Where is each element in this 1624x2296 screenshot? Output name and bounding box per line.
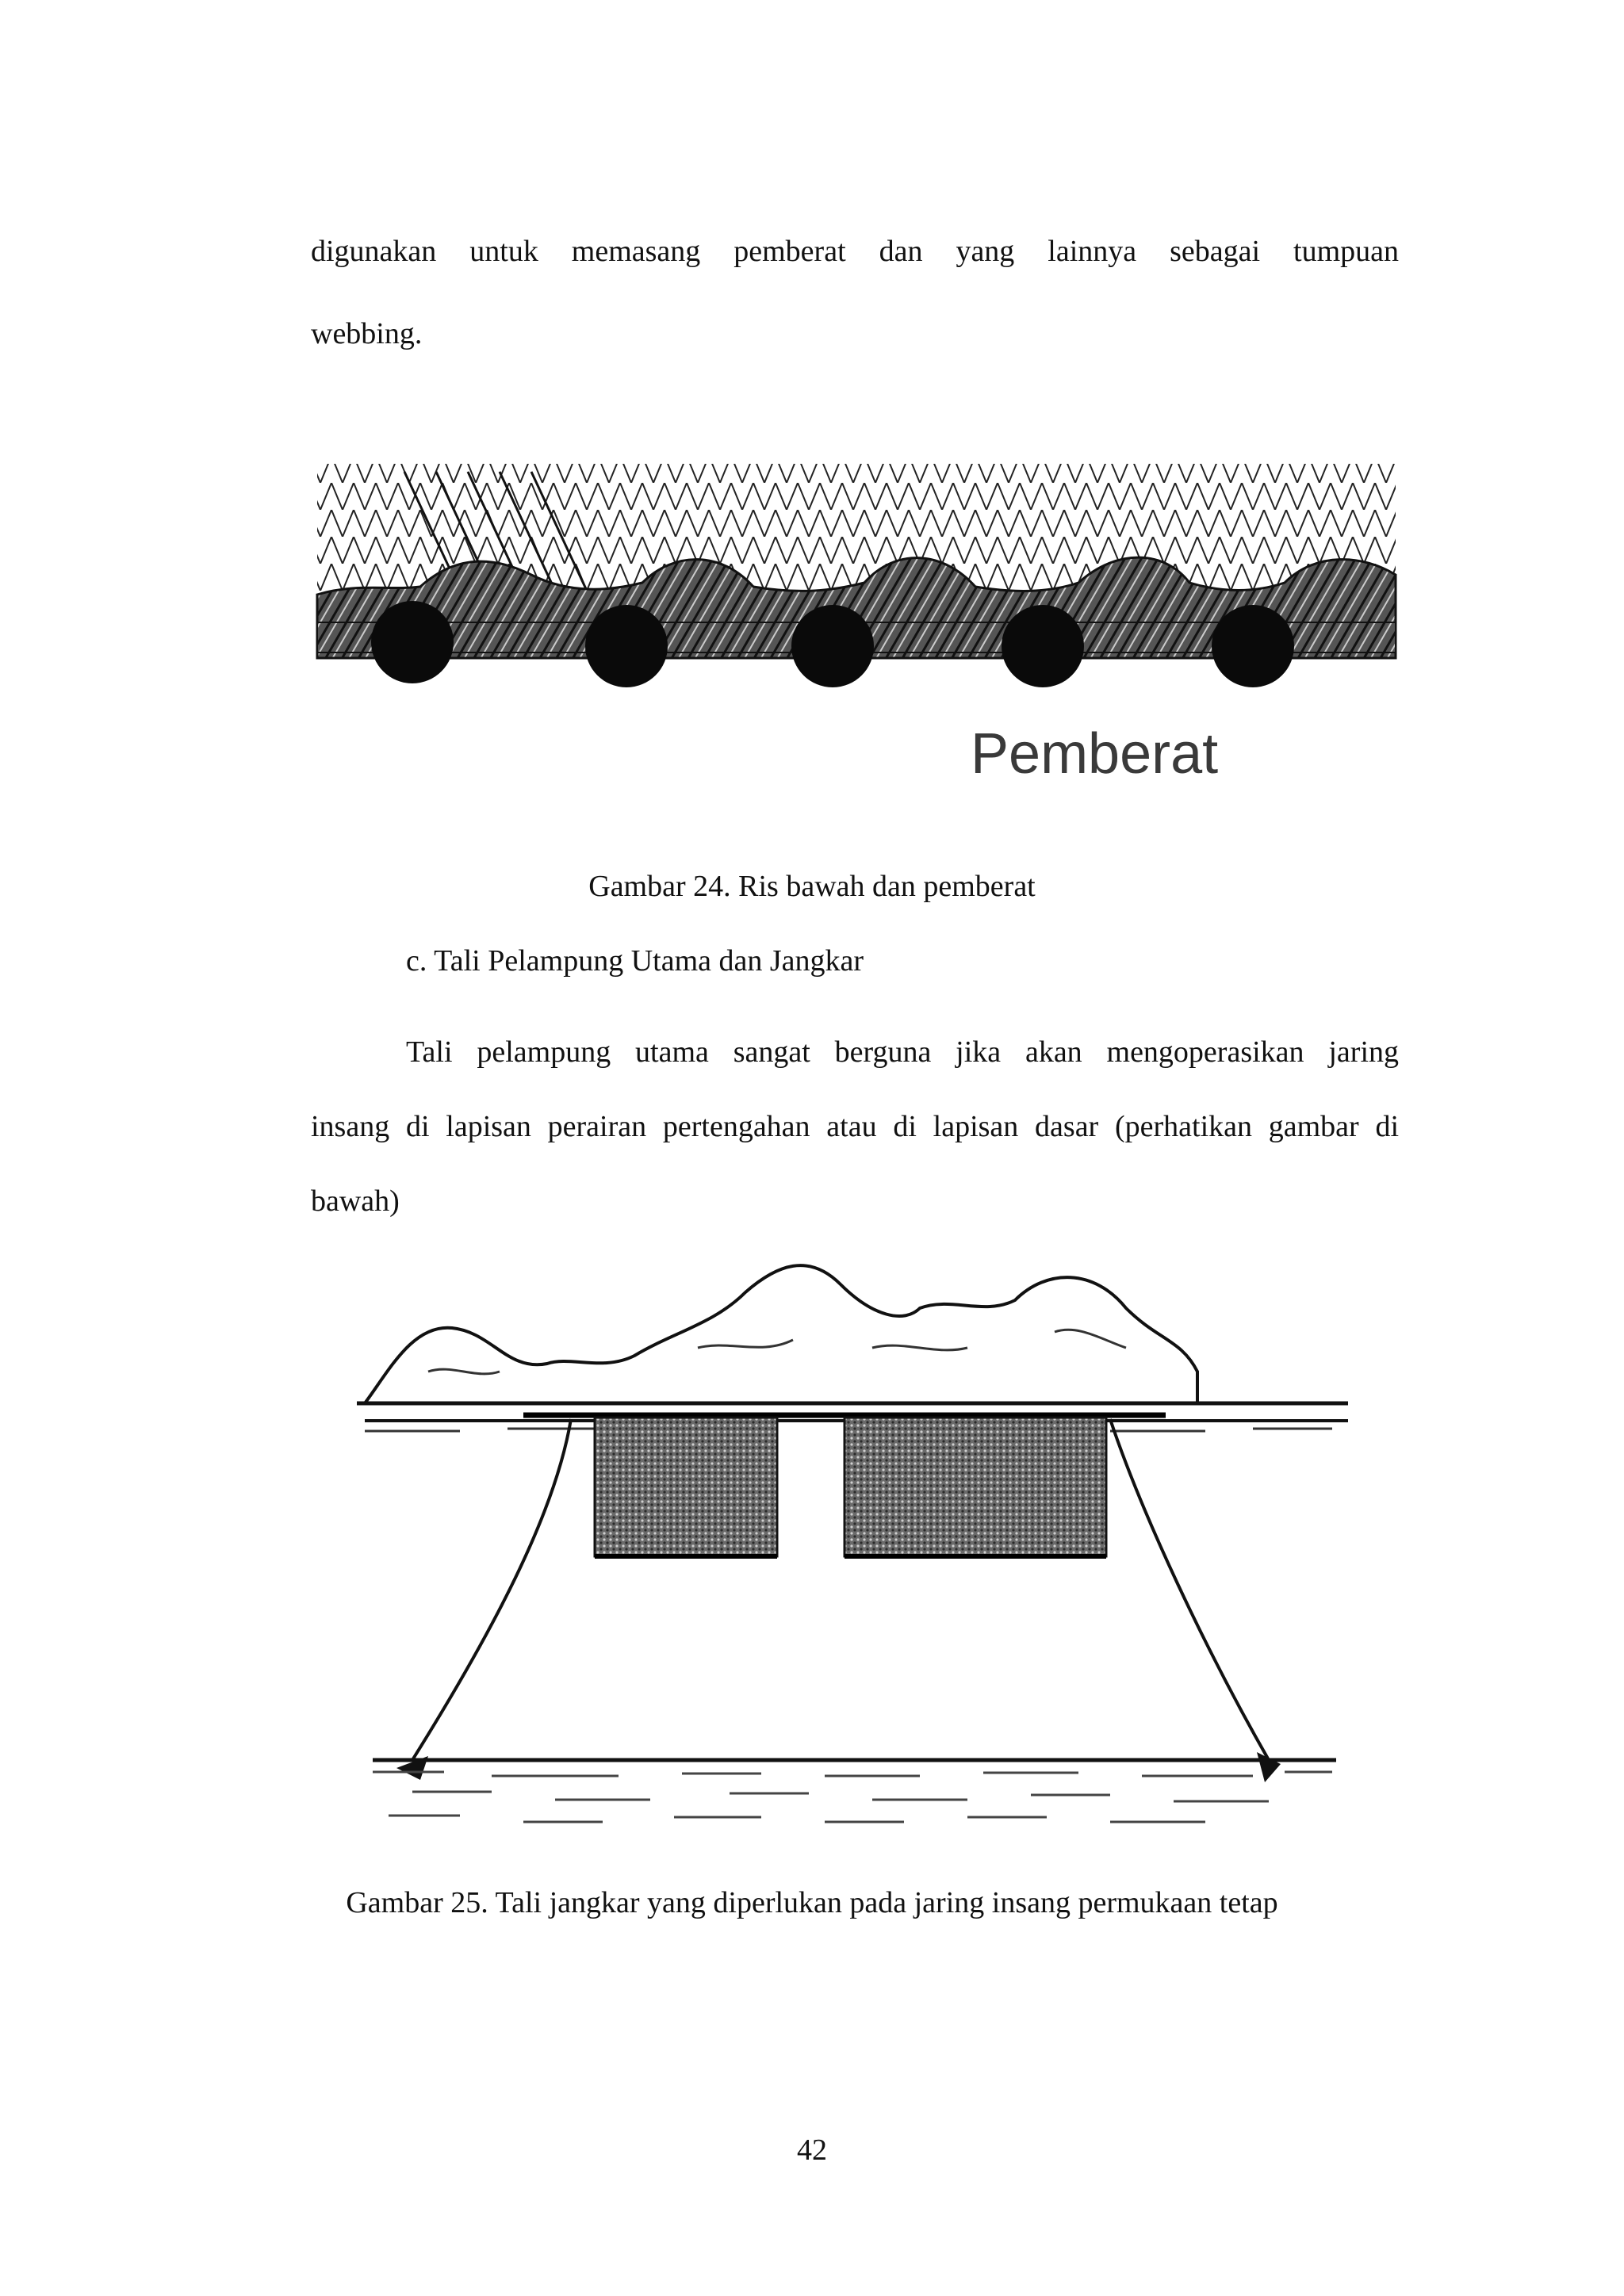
figure-anchored-gill-net bbox=[317, 1253, 1364, 1839]
figure-caption: Gambar 24. Ris bawah dan pemberat bbox=[588, 870, 1036, 903]
sinker bbox=[791, 605, 874, 687]
paragraph-line: webbing. bbox=[311, 317, 423, 350]
section-heading: c. Tali Pelampung Utama dan Jangkar bbox=[406, 944, 864, 978]
net-panel bbox=[845, 1418, 1106, 1556]
anchor-line-left bbox=[412, 1419, 571, 1760]
anchor-line-right bbox=[1110, 1419, 1269, 1760]
paragraph-line: insang di lapisan perairan pertengahan atau di lapisan dasar (perhatikan gambar di bbox=[311, 1110, 1399, 1143]
paragraph-line: digunakan untuk memasang pemberat dan yang lainnya sebagai tumpuan bbox=[311, 235, 1399, 268]
figure-net-sinkers bbox=[309, 456, 1404, 809]
sinker bbox=[1212, 605, 1294, 687]
page-number: 42 bbox=[797, 2133, 827, 2167]
net-panel bbox=[595, 1418, 777, 1556]
sinker-label: Pemberat bbox=[971, 722, 1219, 786]
figure-caption: Gambar 25. Tali jangkar yang diperlukan pada jaring insang permukaan tetap bbox=[346, 1886, 1278, 1919]
paragraph-line: Tali pelampung utama sangat berguna jika akan mengoperasikan jaring bbox=[406, 1035, 1399, 1069]
hills bbox=[365, 1265, 1197, 1403]
paragraph-line: bawah) bbox=[311, 1184, 400, 1218]
anchor-right bbox=[1257, 1752, 1281, 1782]
sinker bbox=[585, 605, 668, 687]
sinker bbox=[371, 601, 454, 683]
sinker bbox=[1002, 605, 1084, 687]
